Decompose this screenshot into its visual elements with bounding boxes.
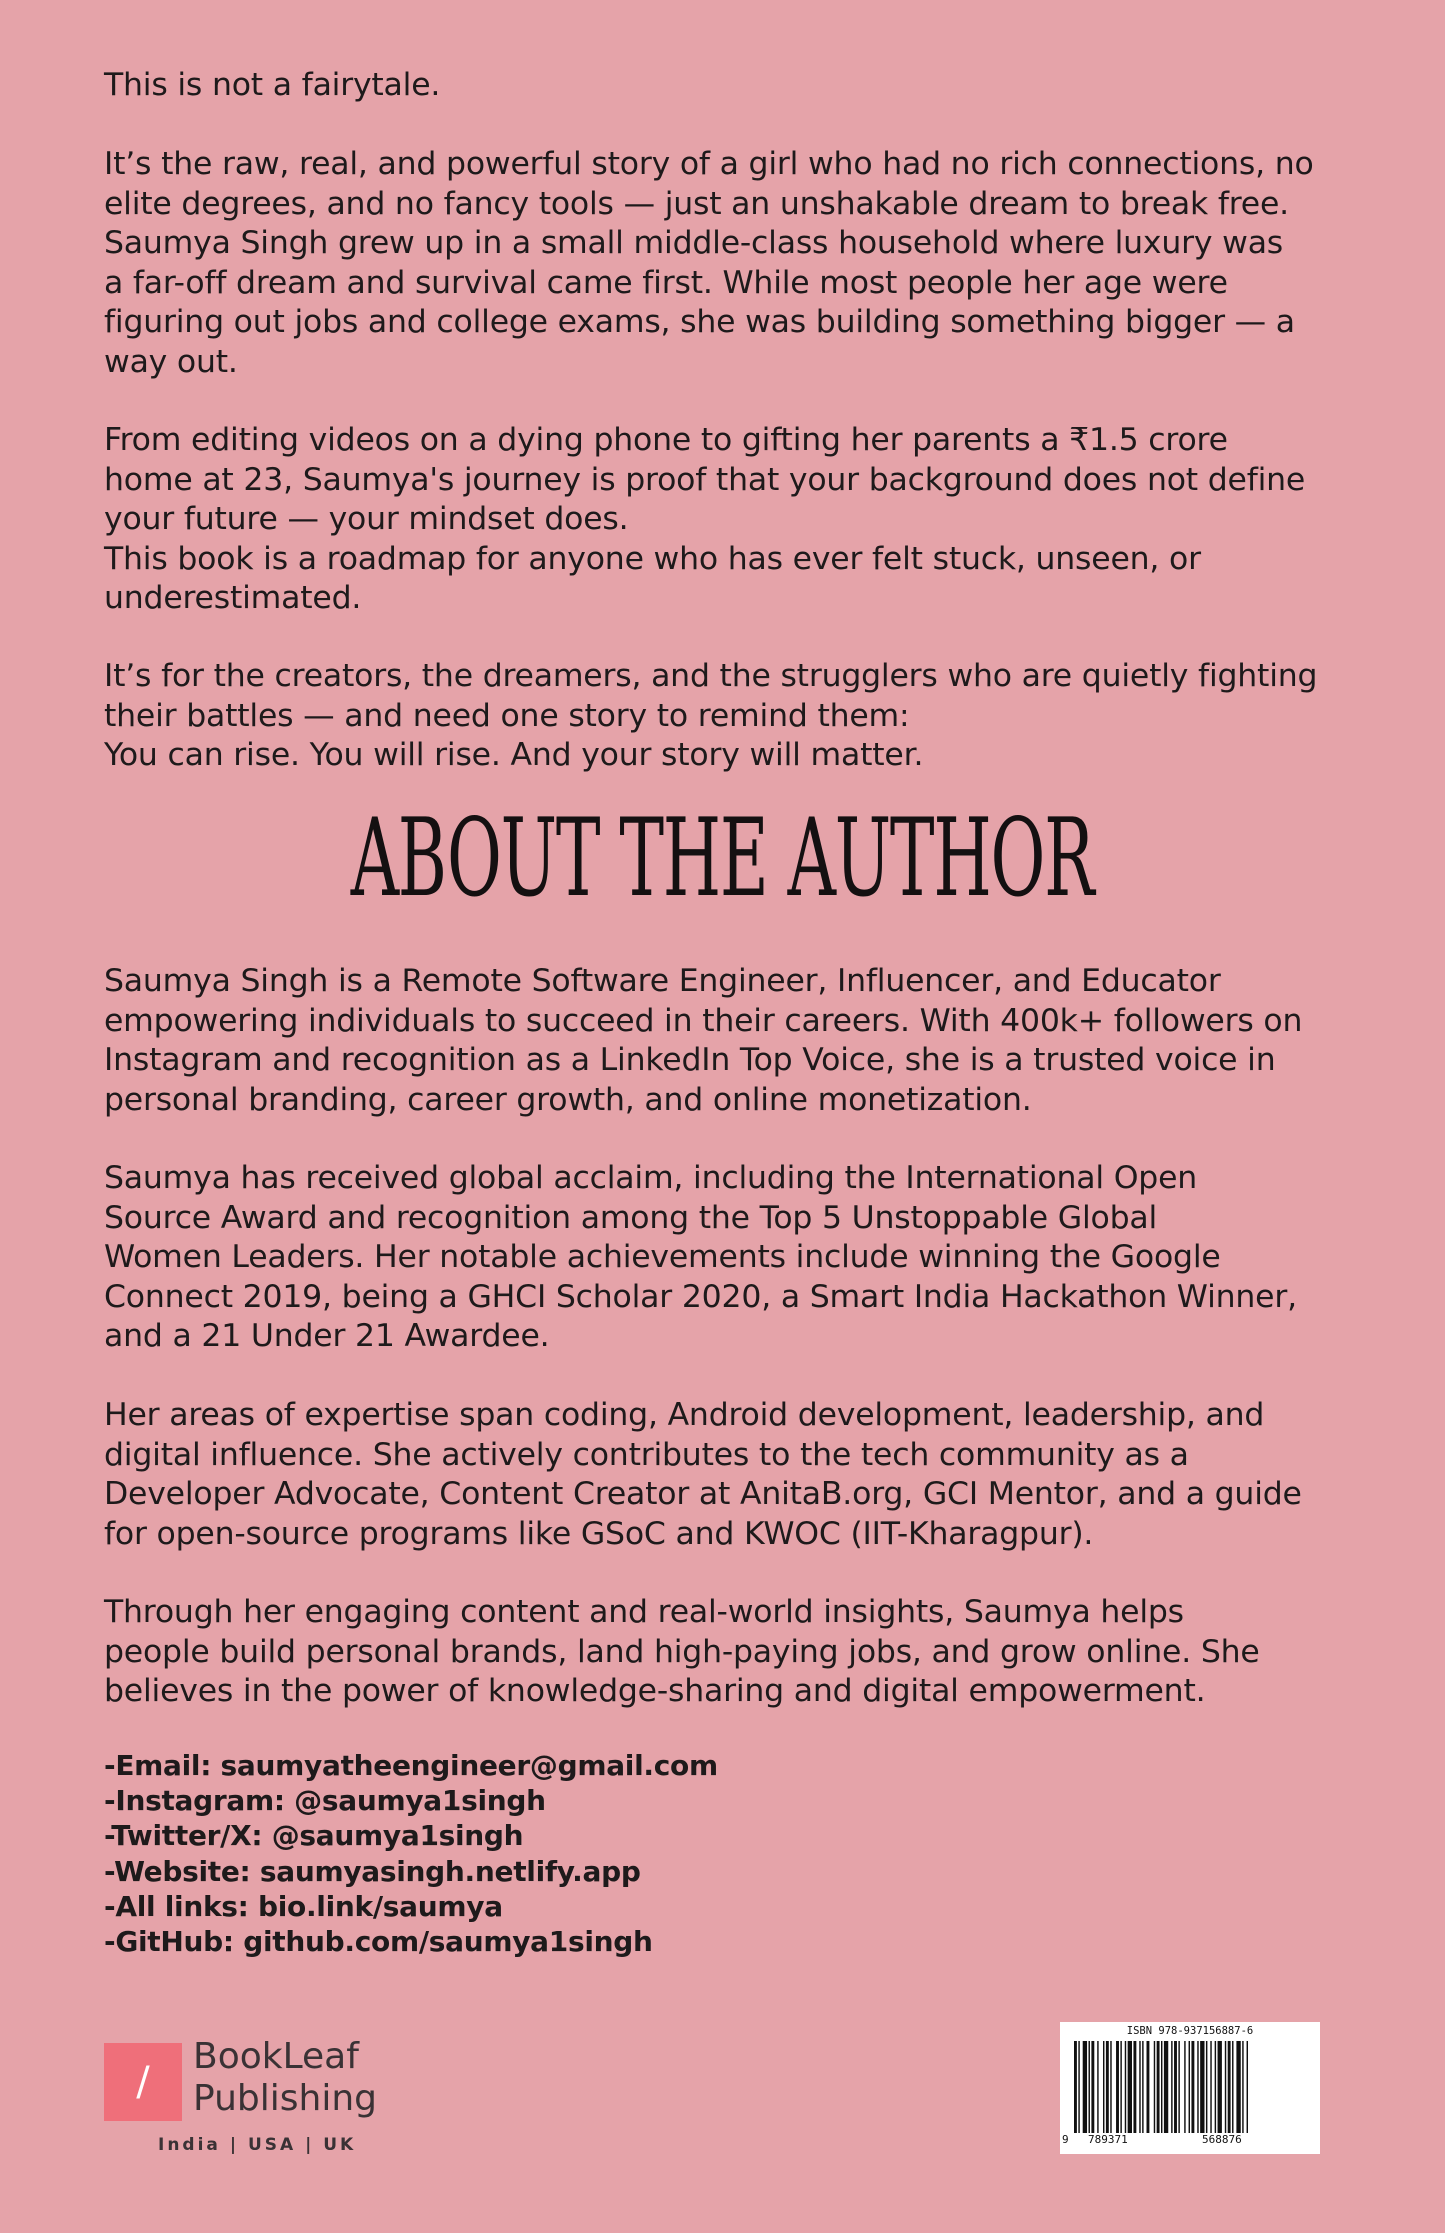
publisher-name-line2: Publishing — [193, 2078, 377, 2119]
isbn-label: ISBN 978-937156887-6 — [1126, 2025, 1254, 2037]
barcode-bar — [1210, 2041, 1211, 2133]
barcode-bar — [1218, 2041, 1222, 2133]
barcode-bar — [1164, 2041, 1168, 2133]
barcode-bar — [1178, 2041, 1179, 2133]
text-line: way out. — [104, 343, 238, 380]
barcode-bar — [1097, 2041, 1098, 2133]
contact-website: -Website: saumyasingh.netlify.app — [104, 1854, 641, 1888]
text-line: elite degrees, and no fancy tools — just an unshakable dream to break free. — [104, 185, 1289, 222]
slash-icon: / — [136, 2059, 150, 2105]
blurb-creators — [104, 657, 1317, 776]
text-line: digital influence. She actively contributes to the tech community as a — [104, 1436, 1189, 1473]
barcode-digit-group2: 568876 — [1202, 2133, 1242, 2146]
barcode-digit-first: 9 — [1062, 2133, 1069, 2146]
contact-all-links: -All links: bio.link/saumya — [104, 1889, 503, 1923]
barcode-bar — [1128, 2041, 1132, 2133]
barcode-bar — [1078, 2041, 1079, 2133]
text-line: believes in the power of knowledge-sharing and digital empowerment. — [104, 1673, 1206, 1709]
text-line: It’s the raw, real, and powerful story of a girl who had no rich connections, no — [104, 146, 1314, 182]
publisher-logo — [104, 2036, 404, 2170]
barcode-bar — [1133, 2041, 1136, 2133]
text-line: Through her engaging content and real-world insights, Saumya helps — [104, 1594, 1184, 1630]
about-author-heading: ABOUT THE AUTHOR — [350, 796, 1094, 921]
text-line: Women Leaders. Her notable achievements include winning the Google — [104, 1239, 1221, 1275]
contact-twitter: -Twitter/X: @saumya1singh — [104, 1819, 524, 1853]
barcode-bar — [1074, 2041, 1077, 2133]
barcode-bar — [1110, 2041, 1111, 2133]
blurb-editing — [104, 421, 1305, 619]
barcode-bar — [1236, 2041, 1240, 2133]
barcode-bar — [1191, 2041, 1194, 2133]
barcode-bar — [1154, 2041, 1155, 2133]
author-bio-expertise — [104, 1396, 1302, 1554]
text-line: home at 23, Saumya's journey is proof that your background does not define — [104, 461, 1306, 498]
text-line: their battles — and need one story to remind them: — [104, 697, 910, 734]
text-line: Saumya Singh grew up in a small middle-class household where luxury was — [104, 225, 1284, 261]
barcode-bars — [1072, 2041, 1308, 2135]
barcode-bar — [1157, 2041, 1160, 2133]
barcode-bar — [1106, 2041, 1109, 2133]
text-line: Her areas of expertise span coding, Android development, leadership, and — [104, 1397, 1265, 1433]
text-line: empowering individuals to succeed in their careers. With 400k+ followers on — [104, 1002, 1303, 1039]
barcode-bar — [1089, 2041, 1090, 2133]
barcode-bar — [1225, 2041, 1226, 2133]
barcode-bar — [1197, 2041, 1198, 2133]
text-line: personal branding, career growth, and online monetization. — [104, 1081, 1032, 1118]
barcode-bar — [1215, 2041, 1216, 2133]
barcode-bar — [1142, 2041, 1143, 2133]
text-line: figuring out jobs and college exams, she was building something bigger — a — [104, 304, 1295, 340]
contact-github: -GitHub: github.com/saumya1singh — [104, 1925, 653, 1959]
text-line: Source Award and recognition among the Top 5 Unstoppable Global — [104, 1199, 1158, 1236]
publisher-regions: India | USA | UK — [158, 2135, 357, 2155]
author-bio-intro — [104, 962, 1302, 1120]
barcode-bar — [1174, 2041, 1177, 2133]
barcode-bar — [1184, 2041, 1185, 2133]
text-line: Saumya has received global acclaim, including the International Open — [104, 1160, 1198, 1196]
text-line: Connect 2019, being a GHCI Scholar 2020, a Smart India Hackathon Winner, — [104, 1278, 1297, 1315]
barcode-bar — [1200, 2041, 1204, 2133]
contact-instagram: -Instagram: @saumya1singh — [104, 1784, 546, 1818]
text-line: Instagram and recognition as a LinkedIn Top Voice, she is a trusted voice in — [104, 1042, 1276, 1078]
text-line: a far-off dream and survival came first. While most people her age were — [104, 264, 1228, 301]
barcode-bar — [1147, 2041, 1150, 2133]
text-line: for open-source programs like GSoC and KWOC (IIT-Kharagpur). — [104, 1515, 1094, 1552]
author-bio-awards — [104, 1159, 1297, 1357]
blurb-intro-line: This is not a fairytale. — [104, 67, 441, 103]
barcode-bar — [1161, 2041, 1162, 2133]
barcode-bar — [1171, 2041, 1172, 2133]
barcode-bar — [1228, 2041, 1231, 2133]
barcode-bar — [1083, 2041, 1087, 2133]
isbn-barcode — [1060, 2022, 1320, 2154]
barcode-bar — [1189, 2041, 1190, 2133]
barcode-bar — [1247, 2041, 1248, 2133]
barcode-bar — [1120, 2041, 1121, 2133]
publisher-name — [193, 2036, 377, 2120]
text-line: This book is a roadmap for anyone who has ever felt stuck, unseen, or — [104, 540, 1201, 577]
barcode-digit-group1: 789371 — [1088, 2133, 1128, 2146]
text-line: Developer Advocate, Content Creator at AnitaB.org, GCI Mentor, and a guide — [104, 1476, 1302, 1512]
barcode-bar — [1232, 2041, 1233, 2133]
author-bio-mission — [104, 1593, 1260, 1712]
text-line: It’s for the creators, the dreamers, and the strugglers who are quietly fighting — [104, 658, 1318, 694]
text-line: Saumya Singh is a Remote Software Engineer, Influencer, and Educator — [104, 963, 1221, 999]
blurb-raw-story — [104, 145, 1314, 382]
barcode-bar — [1206, 2041, 1207, 2133]
text-line: and a 21 Under 21 Awardee. — [104, 1318, 550, 1354]
barcode-bar — [1242, 2041, 1243, 2133]
text-line: From editing videos on a dying phone to gifting her parents a ₹1.5 crore — [104, 422, 1228, 458]
barcode-bar — [1103, 2041, 1104, 2133]
contact-list — [104, 1748, 718, 1959]
text-line: underestimated. — [104, 580, 362, 616]
barcode-bar — [1139, 2041, 1140, 2133]
barcode-bar — [1116, 2041, 1119, 2133]
text-line: You can rise. You will rise. And your story will matter. — [104, 737, 924, 773]
text-line: people build personal brands, land high-paying jobs, and grow online. She — [104, 1633, 1260, 1670]
text-line: your future — your mindset does. — [104, 501, 629, 537]
barcode-bar — [1091, 2041, 1094, 2133]
barcode-bar — [1125, 2041, 1126, 2133]
blurb-intro — [104, 66, 440, 106]
contact-email: -Email: saumyatheengineer@gmail.com — [104, 1749, 718, 1782]
publisher-name-line1: BookLeaf — [193, 2036, 359, 2077]
publisher-logo-mark — [104, 2043, 182, 2121]
